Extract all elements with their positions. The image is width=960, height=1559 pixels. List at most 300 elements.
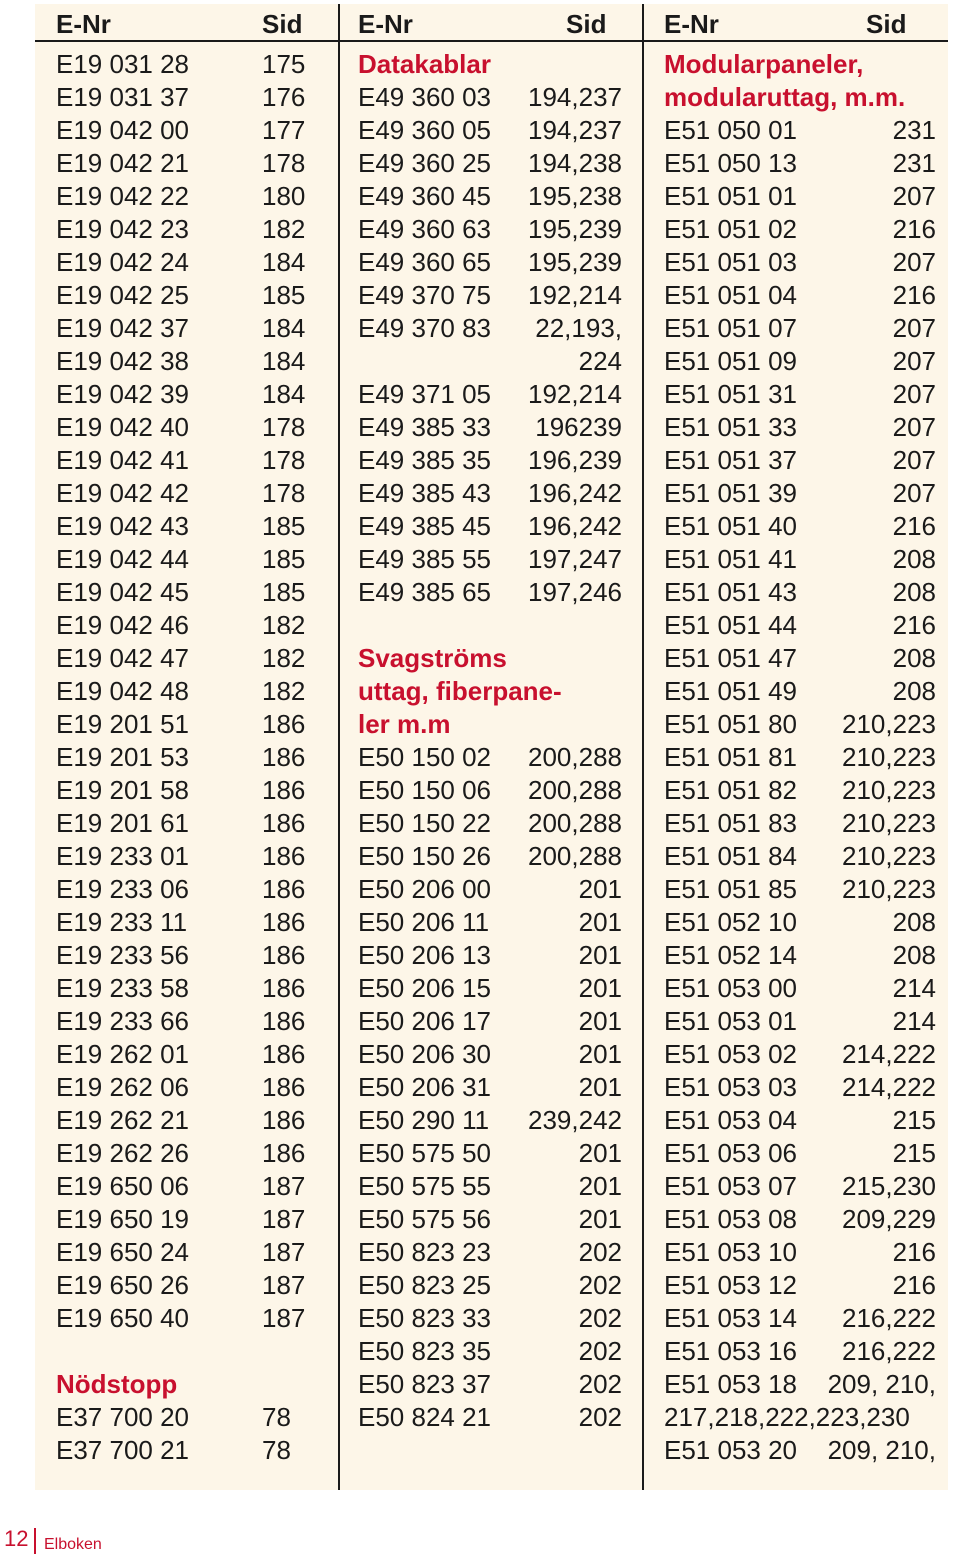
index-code: E49 360 03 — [358, 82, 492, 112]
index-code: E50 206 13 — [358, 940, 492, 970]
index-code: E51 051 80 — [664, 709, 798, 739]
index-page: 182 — [262, 610, 306, 640]
index-page: 180 — [262, 181, 306, 211]
index-row — [664, 642, 936, 675]
index-code: E51 051 39 — [664, 478, 798, 508]
index-row — [358, 774, 622, 807]
index-row — [664, 1038, 936, 1071]
index-page: 178 — [262, 412, 306, 442]
index-row — [56, 213, 326, 246]
section-title-datakablar: Datakablar — [358, 49, 491, 79]
index-code: E51 053 00 — [664, 973, 798, 1003]
index-page: 207 — [892, 445, 936, 475]
index-row — [56, 774, 326, 807]
index-page: 195,239 — [528, 247, 622, 277]
index-code: E51 053 02 — [664, 1039, 798, 1069]
index-row — [56, 1302, 326, 1335]
index-code: E50 206 15 — [358, 973, 492, 1003]
index-page: 200,288 — [528, 841, 622, 871]
index-page: 208 — [892, 577, 936, 607]
index-code: E50 824 21 — [358, 1402, 492, 1432]
index-page: 208 — [892, 544, 936, 574]
index-page: 202 — [578, 1270, 622, 1300]
index-row — [664, 1368, 936, 1401]
index-code: E51 052 10 — [664, 907, 798, 937]
index-row — [56, 906, 326, 939]
section-title-modularpaneler-2: modularuttag, m.m. — [664, 82, 906, 112]
index-code: E50 575 55 — [358, 1171, 492, 1201]
index-code: E51 053 06 — [664, 1138, 798, 1168]
index-code: E51 051 07 — [664, 313, 798, 343]
index-page: 201 — [578, 1171, 622, 1201]
index-code: E51 051 43 — [664, 577, 798, 607]
index-row — [358, 576, 622, 609]
index-row — [56, 477, 326, 510]
index-row — [358, 246, 622, 279]
index-row — [358, 213, 622, 246]
index-code: E51 051 81 — [664, 742, 798, 772]
index-code: E19 042 00 — [56, 115, 190, 145]
index-row — [664, 378, 936, 411]
index-row — [56, 378, 326, 411]
index-page: 192,214 — [528, 280, 622, 310]
index-row — [664, 939, 936, 972]
index-page: 78 — [262, 1402, 291, 1432]
index-page: 216 — [892, 280, 936, 310]
index-page: 210,223 — [842, 742, 936, 772]
index-page: 201 — [578, 1072, 622, 1102]
index-code: E19 042 22 — [56, 181, 190, 211]
index-code: E51 051 09 — [664, 346, 798, 376]
index-page: 208 — [892, 676, 936, 706]
index-page: 185 — [262, 577, 306, 607]
index-row — [664, 675, 936, 708]
index-page: 202 — [578, 1402, 622, 1432]
index-page: 210,223 — [842, 709, 936, 739]
index-code: E51 051 04 — [664, 280, 798, 310]
index-row — [358, 114, 622, 147]
index-page: 201 — [578, 1039, 622, 1069]
index-row — [358, 1104, 622, 1137]
col3-header-page: Sid — [866, 9, 907, 39]
index-row — [56, 48, 326, 81]
index-page: 215,230 — [842, 1171, 936, 1201]
index-code: E50 823 37 — [358, 1369, 492, 1399]
header-divider — [35, 40, 948, 42]
index-code: E19 042 23 — [56, 214, 190, 244]
column-divider-2 — [642, 4, 644, 1490]
index-code: E19 233 06 — [56, 874, 190, 904]
index-code: E19 042 47 — [56, 643, 190, 673]
index-row — [358, 1269, 622, 1302]
index-row — [664, 906, 936, 939]
index-page: 182 — [262, 214, 306, 244]
index-page: 215 — [892, 1105, 936, 1135]
index-code: E51 051 01 — [664, 181, 798, 211]
index-page: 202 — [578, 1237, 622, 1267]
index-page: 207 — [892, 247, 936, 277]
index-code: E19 233 01 — [56, 841, 190, 871]
index-code: E19 262 26 — [56, 1138, 190, 1168]
index-code: E50 150 22 — [358, 808, 492, 838]
index-page: 194,237 — [528, 115, 622, 145]
index-row — [664, 1236, 936, 1269]
column-divider-1 — [338, 4, 340, 1490]
index-row — [358, 807, 622, 840]
index-page: 178 — [262, 478, 306, 508]
index-code: E49 370 83 — [358, 313, 492, 343]
index-row — [664, 510, 936, 543]
index-row — [664, 147, 936, 180]
index-row — [358, 840, 622, 873]
index-row — [664, 972, 936, 1005]
index-code: E49 385 33 — [358, 412, 492, 442]
index-code: E19 650 40 — [56, 1303, 190, 1333]
index-code: E51 051 40 — [664, 511, 798, 541]
index-row — [664, 246, 936, 279]
index-code: E51 053 03 — [664, 1072, 798, 1102]
index-code: E19 650 26 — [56, 1270, 190, 1300]
index-code: E50 290 11 — [358, 1105, 490, 1135]
index-row — [358, 378, 622, 411]
index-code: E51 053 14 — [664, 1303, 798, 1333]
index-row — [358, 543, 622, 576]
index-row — [56, 543, 326, 576]
index-code: E19 233 11 — [56, 907, 188, 937]
index-row — [56, 939, 326, 972]
book-title: Elboken — [44, 1536, 102, 1553]
index-page: 186 — [262, 742, 306, 772]
index-code: E51 053 10 — [664, 1237, 798, 1267]
index-page: 209, 210, — [827, 1435, 936, 1465]
index-code: E19 042 24 — [56, 247, 190, 277]
index-row — [56, 147, 326, 180]
index-code: E50 206 17 — [358, 1006, 492, 1036]
index-code: E50 206 11 — [358, 907, 490, 937]
index-row — [664, 213, 936, 246]
index-page: 187 — [262, 1303, 306, 1333]
index-page: 197,246 — [528, 577, 622, 607]
index-code: E37 700 21 — [56, 1435, 190, 1465]
index-row — [664, 279, 936, 312]
index-row — [56, 1203, 326, 1236]
index-code: E51 053 07 — [664, 1171, 798, 1201]
index-code: E50 823 33 — [358, 1303, 492, 1333]
index-page: 239,242 — [528, 1105, 622, 1135]
index-page: 186 — [262, 1072, 306, 1102]
index-page: 216 — [892, 511, 936, 541]
index-page: 186 — [262, 841, 306, 871]
index-page: 186 — [262, 907, 306, 937]
index-page: 202 — [578, 1369, 622, 1399]
index-row — [56, 246, 326, 279]
index-code: E19 042 42 — [56, 478, 190, 508]
index-row — [56, 807, 326, 840]
index-row — [56, 1401, 326, 1434]
index-row — [56, 642, 326, 675]
index-code: E51 050 01 — [664, 115, 798, 145]
index-page: 210,223 — [842, 775, 936, 805]
index-code: E50 823 25 — [358, 1270, 492, 1300]
index-page: 194,237 — [528, 82, 622, 112]
index-code: E49 371 05 — [358, 379, 492, 409]
index-page: 192,214 — [528, 379, 622, 409]
index-code: E49 370 75 — [358, 280, 492, 310]
index-code: E51 050 13 — [664, 148, 798, 178]
index-code: E51 053 18 — [664, 1369, 798, 1399]
index-row — [56, 345, 326, 378]
index-code: E51 053 01 — [664, 1006, 798, 1036]
index-code: E50 150 26 — [358, 841, 492, 871]
index-page: 207 — [892, 313, 936, 343]
index-page: 200,288 — [528, 775, 622, 805]
index-page: 187 — [262, 1237, 306, 1267]
index-page: 207 — [892, 181, 936, 211]
index-code: E19 042 44 — [56, 544, 190, 574]
index-page: 195,238 — [528, 181, 622, 211]
index-page: 194,238 — [528, 148, 622, 178]
index-row — [56, 444, 326, 477]
index-code: E51 053 12 — [664, 1270, 798, 1300]
index-row — [664, 1005, 936, 1038]
index-row — [358, 1335, 622, 1368]
index-code: E50 150 06 — [358, 775, 492, 805]
footer-divider — [34, 1528, 36, 1554]
index-column-3 — [664, 48, 936, 1467]
index-column-2 — [358, 48, 622, 1434]
index-row — [358, 444, 622, 477]
index-row — [358, 1170, 622, 1203]
index-row — [664, 609, 936, 642]
index-page: 176 — [262, 82, 306, 112]
index-page: 210,223 — [842, 874, 936, 904]
index-row — [358, 411, 622, 444]
col2-header-page: Sid — [566, 9, 607, 39]
index-page: 214 — [892, 973, 936, 1003]
index-page: 201 — [578, 1204, 622, 1234]
col1-header-page: Sid — [262, 9, 303, 39]
index-page: 201 — [578, 907, 622, 937]
index-page: 184 — [262, 346, 306, 376]
index-row — [56, 873, 326, 906]
index-page: 195,239 — [528, 214, 622, 244]
index-page: 196,239 — [528, 445, 622, 475]
index-row — [664, 1302, 936, 1335]
index-code: E19 042 41 — [56, 445, 190, 475]
index-page: 201 — [578, 874, 622, 904]
index-row — [358, 972, 622, 1005]
index-page: 231 — [892, 148, 936, 178]
index-row — [358, 939, 622, 972]
index-row — [358, 741, 622, 774]
index-row — [664, 1269, 936, 1302]
index-row — [56, 1005, 326, 1038]
index-page: 186 — [262, 874, 306, 904]
index-page: 182 — [262, 676, 306, 706]
index-row — [56, 411, 326, 444]
index-row — [56, 1170, 326, 1203]
index-row — [358, 1401, 622, 1434]
index-code: E51 052 14 — [664, 940, 798, 970]
index-row — [56, 279, 326, 312]
index-code: E49 360 05 — [358, 115, 492, 145]
index-row — [56, 1038, 326, 1071]
index-page: 208 — [892, 940, 936, 970]
index-code: E50 823 35 — [358, 1336, 492, 1366]
index-code: E51 053 16 — [664, 1336, 798, 1366]
index-row — [56, 576, 326, 609]
index-page: 187 — [262, 1204, 306, 1234]
index-code: E19 042 40 — [56, 412, 190, 442]
index-page: 207 — [892, 346, 936, 376]
index-page: 187 — [262, 1270, 306, 1300]
col1-header-code: E-Nr — [56, 9, 111, 39]
index-code: E19 042 38 — [56, 346, 190, 376]
index-code: E51 051 31 — [664, 379, 798, 409]
index-row — [56, 1269, 326, 1302]
index-code: E51 051 37 — [664, 445, 798, 475]
index-row — [664, 114, 936, 147]
index-page: 186 — [262, 940, 306, 970]
index-row — [664, 708, 936, 741]
index-row — [664, 1071, 936, 1104]
index-page: 200,288 — [528, 808, 622, 838]
index-page: 208 — [892, 907, 936, 937]
index-page: 186 — [262, 973, 306, 1003]
index-row — [358, 81, 622, 114]
index-code: E19 650 19 — [56, 1204, 190, 1234]
index-code: E19 031 28 — [56, 49, 190, 79]
index-page: 201 — [578, 940, 622, 970]
index-page: 207 — [892, 379, 936, 409]
index-code: E19 042 48 — [56, 676, 190, 706]
index-page: 178 — [262, 445, 306, 475]
index-code: E19 233 56 — [56, 940, 190, 970]
index-page: 214 — [892, 1006, 936, 1036]
index-page: 22,193, — [535, 313, 622, 343]
index-page: 184 — [262, 313, 306, 343]
index-row — [358, 1071, 622, 1104]
index-code: E49 385 45 — [358, 511, 492, 541]
index-code: E51 051 44 — [664, 610, 798, 640]
index-continuation — [664, 1401, 936, 1434]
index-row — [358, 345, 622, 378]
index-page: 78 — [262, 1435, 291, 1465]
index-code: E51 053 20 — [664, 1435, 798, 1465]
index-row — [664, 873, 936, 906]
index-page: 186 — [262, 1006, 306, 1036]
index-row — [56, 675, 326, 708]
index-page: 177 — [262, 115, 306, 145]
index-code: E50 575 50 — [358, 1138, 492, 1168]
index-page: 186 — [262, 709, 306, 739]
index-row — [664, 180, 936, 213]
index-code: E51 051 49 — [664, 676, 798, 706]
index-row — [358, 312, 622, 345]
index-page: 185 — [262, 544, 306, 574]
index-code: E49 360 63 — [358, 214, 492, 244]
index-page: 182 — [262, 643, 306, 673]
index-row — [664, 345, 936, 378]
index-page: 216 — [892, 214, 936, 244]
index-row — [664, 444, 936, 477]
index-page: 209, 210, — [827, 1369, 936, 1399]
index-page: 186 — [262, 808, 306, 838]
index-row — [358, 1005, 622, 1038]
index-row — [56, 1104, 326, 1137]
index-row — [56, 510, 326, 543]
page-number: 12 — [4, 1526, 29, 1551]
index-page: 185 — [262, 280, 306, 310]
index-page: 187 — [262, 1171, 306, 1201]
index-row — [56, 1137, 326, 1170]
index-row — [358, 180, 622, 213]
index-row — [56, 741, 326, 774]
index-row — [664, 1335, 936, 1368]
index-code: E19 201 53 — [56, 742, 190, 772]
index-row — [56, 312, 326, 345]
continuation-pages: 217,218,222,223,230 — [664, 1402, 910, 1432]
index-row — [56, 1434, 326, 1467]
index-row — [358, 147, 622, 180]
index-page: 201 — [578, 1006, 622, 1036]
index-code: E50 206 30 — [358, 1039, 492, 1069]
index-code: E19 042 43 — [56, 511, 190, 541]
index-code: E19 650 06 — [56, 1171, 190, 1201]
index-code: E19 233 66 — [56, 1006, 190, 1036]
index-page: 202 — [578, 1336, 622, 1366]
index-page: 231 — [892, 115, 936, 145]
section-title-nodstopp: Nödstopp — [56, 1369, 178, 1399]
index-code: E49 385 35 — [358, 445, 492, 475]
index-row — [664, 576, 936, 609]
index-code: E19 201 58 — [56, 775, 190, 805]
index-row — [358, 510, 622, 543]
index-code: E19 262 06 — [56, 1072, 190, 1102]
index-code: E19 650 24 — [56, 1237, 190, 1267]
section-title-svagstroms-2: uttag, fiberpane- — [358, 676, 562, 706]
section-title-modularpaneler-1: Modularpaneler, — [664, 49, 864, 79]
index-row — [664, 774, 936, 807]
index-row — [56, 708, 326, 741]
index-page: 216 — [892, 610, 936, 640]
index-row — [664, 741, 936, 774]
index-code: E19 042 21 — [56, 148, 190, 178]
index-page: 186 — [262, 1138, 306, 1168]
index-row — [56, 114, 326, 147]
index-page: 201 — [578, 1138, 622, 1168]
index-page: 216 — [892, 1270, 936, 1300]
index-page: 184 — [262, 247, 306, 277]
index-code: E51 051 83 — [664, 808, 798, 838]
index-row — [56, 81, 326, 114]
index-row — [358, 1302, 622, 1335]
index-code: E51 051 85 — [664, 874, 798, 904]
col2-header-code: E-Nr — [358, 9, 413, 39]
index-row — [664, 807, 936, 840]
index-code: E49 360 25 — [358, 148, 492, 178]
index-code: E19 042 46 — [56, 610, 190, 640]
index-code: E37 700 20 — [56, 1402, 190, 1432]
index-code: E51 051 47 — [664, 643, 798, 673]
index-row — [358, 1038, 622, 1071]
index-code: E51 051 84 — [664, 841, 798, 871]
index-row — [56, 1236, 326, 1269]
index-code: E51 051 41 — [664, 544, 798, 574]
index-code: E49 385 65 — [358, 577, 492, 607]
index-code: E50 150 02 — [358, 742, 492, 772]
col3-header-code: E-Nr — [664, 9, 719, 39]
